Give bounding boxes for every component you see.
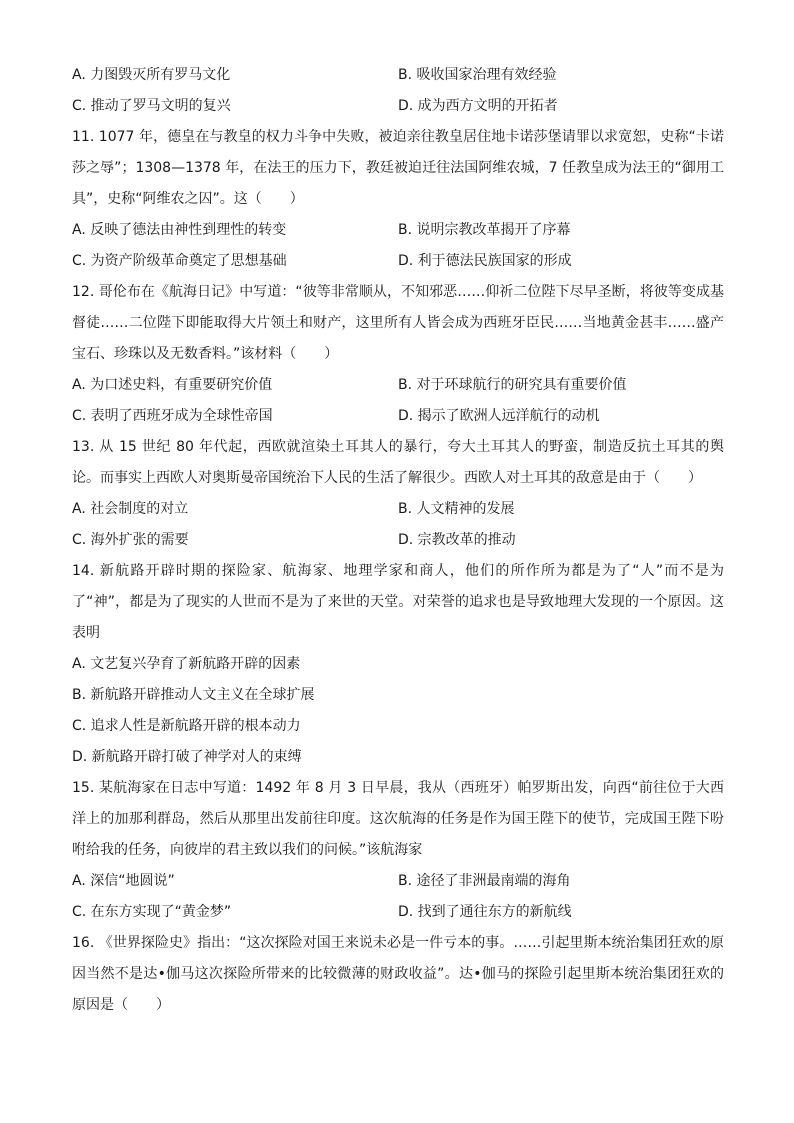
question-11	[72, 122, 724, 277]
q10-options	[72, 60, 724, 122]
q12-stem: 12. 哥伦布在《航海日记》中写道：“彼等非常顺从，不知邪恶……仰祈二位陛下尽早圣断，将彼等变成基督徒……二位陛下即能取得大片领土和财产，这里所有人皆会成为西班牙臣民……当地黄金甚丰……盛产宝石、珍珠以及无数香料。”该材料（ ）	[72, 284, 724, 362]
question-14	[72, 556, 724, 773]
q15-options	[72, 866, 724, 928]
q11-option-a[interactable]: A. 反映了德法由神性到理性的转变	[72, 222, 287, 238]
q11-option-c[interactable]: C. 为资产阶级革命奠定了思想基础	[72, 253, 287, 269]
q11-options	[72, 215, 724, 277]
q13-option-a[interactable]: A. 社会制度的对立	[72, 501, 189, 517]
q12-option-d[interactable]: D. 揭示了欧洲人远洋航行的动机	[398, 408, 600, 424]
question-16	[72, 928, 724, 1021]
q15-option-d[interactable]: D. 找到了通往东方的新航线	[398, 904, 572, 920]
q15-option-b[interactable]: B. 途径了非洲最南端的海角	[398, 873, 571, 889]
q12-option-a[interactable]: A. 为口述史料，有重要研究价值	[72, 377, 273, 393]
q15-option-c[interactable]: C. 在东方实现了“黄金梦”	[72, 904, 232, 920]
question-15	[72, 773, 724, 928]
q15-stem: 15. 某航海家在日志中写道：1492 年 8 月 3 日早晨，我从（西班牙）帕罗斯出发，向西“前往位于大西洋上的加那利群岛，然后从那里出发前往印度。这次航海的任务是作为国王陛下的使节，完成国王陛下吩咐给我的任务，向彼岸的君主致以我们的问候。”该航海家	[72, 780, 724, 858]
q14-option-b[interactable]: B. 新航路开辟推动人文主义在全球扩展	[72, 687, 315, 703]
q10-option-b[interactable]: B. 吸收国家治理有效经验	[398, 67, 557, 83]
q14-option-a[interactable]: A. 文艺复兴孕育了新航路开辟的因素	[72, 656, 301, 672]
q10-option-d[interactable]: D. 成为西方文明的开拓者	[398, 98, 558, 114]
q13-option-b[interactable]: B. 人文精神的发展	[398, 501, 515, 517]
q16-stem: 16. 《世界探险史》指出：“这次探险对国王来说未必是一件亏本的事。……引起里斯本统治集团狂欢的原因当然不是达•伽马这次探险所带来的比较微薄的财政收益”。达•伽马的探险引起里斯本统治集团狂欢的原因是（ ）	[72, 935, 724, 1013]
q13-stem: 13. 从 15 世纪 80 年代起，西欧就渲染土耳其人的暴行，夸大土耳其人的野蛮，制造反抗土耳其的舆论。而事实上西欧人对奥斯曼帝国统治下人民的生活了解很少。西欧人对土耳其的敌意是由于（ ）	[72, 439, 724, 486]
question-13	[72, 432, 724, 556]
exam-page	[72, 60, 724, 1021]
q12-options	[72, 370, 724, 432]
q13-option-d[interactable]: D. 宗教改革的推动	[398, 532, 516, 548]
q13-option-c[interactable]: C. 海外扩张的需要	[72, 532, 189, 548]
q14-stem: 14. 新航路开辟时期的探险家、航海家、地理学家和商人，他们的所作所为都是为了“人”而不是为了“神”，都是为了现实的人世而不是为了来世的天堂。对荣誉的追求也是导致地理大发现的一个原因。这表明	[72, 563, 724, 641]
q10-option-c[interactable]: C. 推动了罗马文明的复兴	[72, 98, 231, 114]
question-12	[72, 277, 724, 432]
q12-option-b[interactable]: B. 对于环球航行的研究具有重要价值	[398, 377, 627, 393]
q14-option-c[interactable]: C. 追求人性是新航路开辟的根本动力	[72, 718, 301, 734]
q11-stem: 11. 1077 年，德皇在与教皇的权力斗争中失败，被迫亲往教皇居住地卡诺莎堡请罪以求宽恕，史称“卡诺莎之辱”；1308—1378 年，在法王的压力下，教廷被迫迁往法国阿维农城，7 任教皇成为法王的“御用工具”，史称“阿维农之囚”。这（ ）	[72, 129, 724, 207]
q12-option-c[interactable]: C. 表明了西班牙成为全球性帝国	[72, 408, 273, 424]
q11-option-d[interactable]: D. 利于德法民族国家的形成	[398, 253, 572, 269]
q10-option-a[interactable]: A. 力图毁灭所有罗马文化	[72, 67, 231, 83]
q13-options	[72, 494, 724, 556]
q15-option-a[interactable]: A. 深信“地圆说”	[72, 873, 175, 889]
q11-option-b[interactable]: B. 说明宗教改革揭开了序幕	[398, 222, 571, 238]
q14-option-d[interactable]: D. 新航路开辟打破了神学对人的束缚	[72, 749, 302, 765]
